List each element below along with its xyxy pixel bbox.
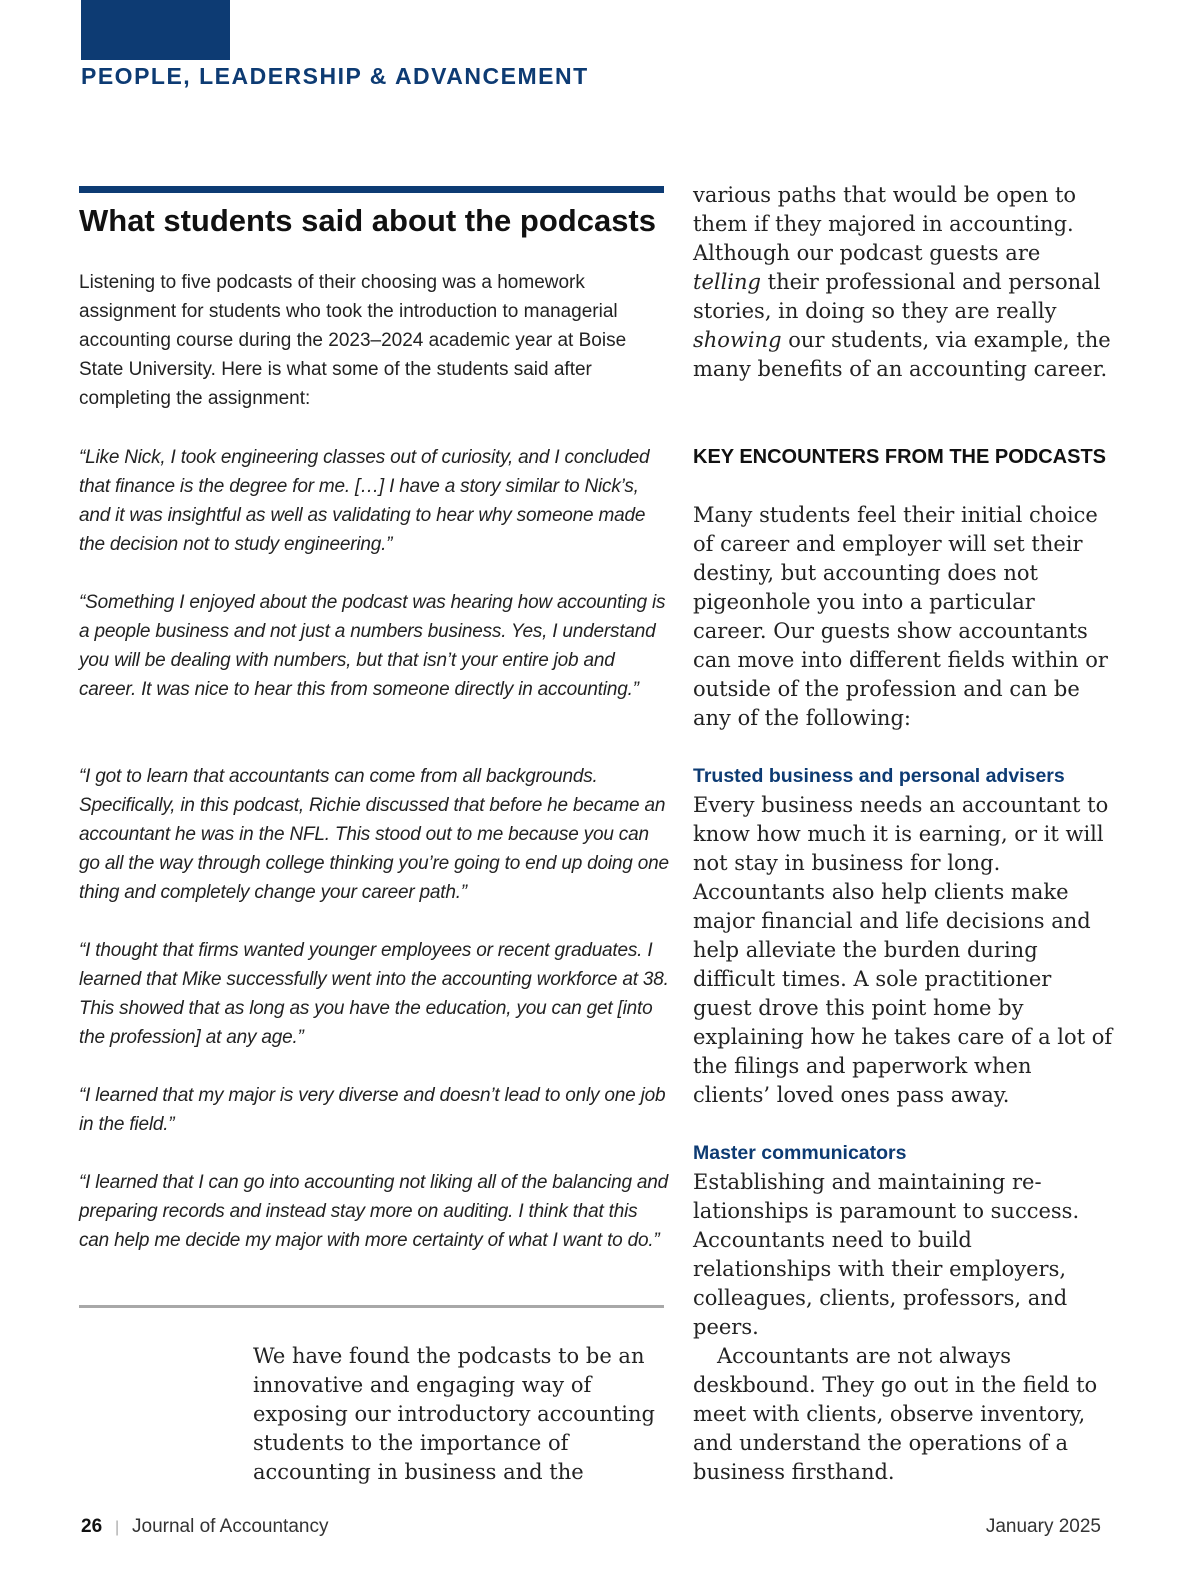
- student-quote-6: “I learned that I can go into accounting not liking all of the balancing and preparing records and instead stay more on auditing. I think that this can help me decide my major with more certainty of what I want to do.”: [79, 1172, 668, 1251]
- sidebar-title: What students said about the podcasts: [79, 203, 656, 238]
- para1-emphasis-telling: telling: [693, 270, 761, 294]
- student-quote-3: “I got to learn that accountants can come from all backgrounds. Specifically, in this podcast, Richie discussed that before he became an accountant he was in the NFL. This stood out to me because you can go all the way through college thinking you’re going to end up doing one thing and completely change your career path.”: [79, 766, 669, 903]
- sidebar-intro: Listening to five podcasts of their choosing was a homework assignment for students who took the introduction to managerial accounting course during the 2023–2024 academic year at Boise State University. Here is what some of the students said after completing the assignment:: [79, 272, 627, 409]
- right-paragraph-5: Accountants are not always deskbound. They go out in the field to meet with clients, observe inventory, and understand the operations of a business firsthand.: [693, 1344, 1098, 1484]
- para1-text-c: our students, via example, the many benefits of an accounting career.: [693, 328, 1111, 381]
- right-paragraph-1: [693, 181, 1113, 384]
- para1-text-b: their professional and personal stories, in doing so they are really: [693, 270, 1101, 323]
- student-quote-1: “Like Nick, I took engineering classes out of curiosity, and I concluded that finance is the degree for me. […] I have a story similar to Nick’s, and it was insightful as well as validating to hear why someone made the decision not to study engineering.”: [79, 447, 650, 555]
- subhead-trusted-advisers: Trusted business and personal advisers: [693, 765, 1065, 787]
- left-body-paragraph: We have found the podcasts to be an innovative and engaging way of exposing our introductory accounting students to the importance of accounting in business and the: [253, 1344, 655, 1484]
- header-color-block: [81, 0, 230, 60]
- key-encounters-heading: KEY ENCOUNTERS FROM THE PODCASTS: [693, 446, 1106, 468]
- para1-text-a: various paths that would be open to them if they majored in accounting. Although our podcast guests are: [693, 183, 1077, 265]
- student-quote-4: “I thought that firms wanted younger employees or recent graduates. I learned that Mike successfully went into the accounting workforce at 38. This showed that as long as you have the education, you can get [into the profession] at any age.”: [79, 940, 669, 1048]
- subhead-master-communicators: Master communicators: [693, 1142, 907, 1164]
- right-paragraph-3: Every business needs an accountant to know how much it is earning, or it will not stay in business for long. Accountants also help clients make major financial and life decisions and help alleviate the burden during difficult times. A sole practitioner guest drove this point home by explaining how he takes care of a lot of the filings and paperwork when clients’ loved ones pass away.: [693, 793, 1113, 1107]
- issue-date: January 2025: [985, 1516, 1101, 1537]
- page-number: 26: [81, 1516, 103, 1537]
- para1-emphasis-showing: showing: [693, 328, 782, 352]
- sidebar-bottom-rule: [79, 1305, 664, 1308]
- student-quote-5: “I learned that my major is very diverse and doesn’t lead to only one job in the field.”: [79, 1085, 666, 1135]
- sidebar-top-rule: [79, 186, 664, 193]
- journal-name: Journal of Accountancy: [132, 1516, 329, 1537]
- footer-separator: |: [115, 1519, 120, 1536]
- right-paragraph-4: Establishing and maintaining relationships is paramount to success. Accountants need to build relationships with their employers, colleagues, clients, professors, and peers.: [693, 1170, 1080, 1339]
- section-label: PEOPLE, LEADERSHIP & ADVANCEMENT: [81, 63, 589, 89]
- student-quote-2: “Something I enjoyed about the podcast was hearing how accounting is a people business and not just a numbers business. Yes, I understand you will be dealing with numbers, but that isn’t your entire job and career. It was nice to hear this from someone directly in accounting.”: [79, 592, 666, 700]
- right-paragraph-2: Many students feel their initial choice of career and employer will set their destiny, but accounting does not pigeonhole you into a particular career. Our guests show accountants can move into different fields within or outside of the profession and can be any of the following:: [693, 503, 1108, 730]
